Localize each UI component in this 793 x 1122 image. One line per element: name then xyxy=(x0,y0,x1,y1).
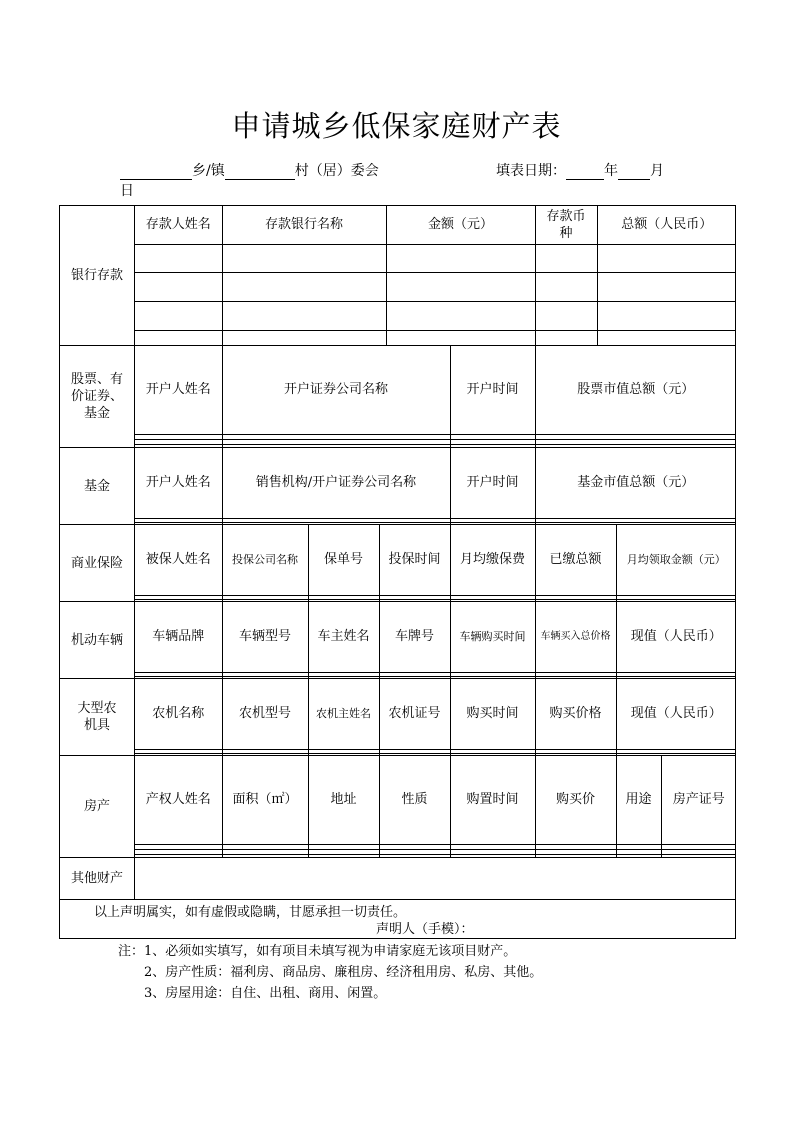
village-blank[interactable] xyxy=(225,164,295,180)
other-property-cell[interactable] xyxy=(135,858,736,900)
bank-header-total: 总额（人民币） xyxy=(597,206,736,244)
machinery-header-cert-no: 农机证号 xyxy=(379,679,450,749)
table-cell[interactable] xyxy=(597,331,736,345)
note-item: 注：1、必须如实填写，如有项目未填写视为申请家庭无该项目财产。 xyxy=(118,944,517,959)
table-cell[interactable] xyxy=(386,244,535,273)
day-line xyxy=(120,180,134,200)
vehicle-header-owner: 车主姓名 xyxy=(308,602,379,672)
house-header-cert-no: 房产证号 xyxy=(661,756,736,844)
section-machinery xyxy=(60,679,736,756)
fund-grid xyxy=(135,448,736,524)
table-cell[interactable] xyxy=(222,273,386,302)
fund-header-open-date: 开户时间 xyxy=(450,448,535,518)
table-cell[interactable] xyxy=(597,302,736,331)
section-label-other: 其他财产 xyxy=(60,858,135,900)
note-item: 2、房产性质：福利房、商品房、廉租房、经济租用房、私房、其他。 xyxy=(144,965,543,980)
machinery-grid xyxy=(135,679,736,755)
insurance-header-company: 投保公司名称 xyxy=(222,525,308,595)
vehicle-grid xyxy=(135,602,736,678)
section-label-stocks: 股票、有价证券、基金 xyxy=(60,346,135,448)
table-cell[interactable] xyxy=(135,273,222,302)
vehicle-header-brand: 车辆品牌 xyxy=(135,602,222,672)
table-cell[interactable] xyxy=(597,273,736,302)
fund-header-agency: 销售机构/开户证券公司名称 xyxy=(222,448,450,518)
machinery-header-name: 农机名称 xyxy=(135,679,222,749)
house-grid xyxy=(135,756,736,857)
day-label: 日 xyxy=(120,183,134,199)
bank-header-depositor: 存款人姓名 xyxy=(135,206,222,244)
declaration-cell xyxy=(60,900,736,939)
section-fund xyxy=(60,448,736,525)
section-label-bank: 银行存款 xyxy=(60,206,135,346)
section-label-insurance: 商业保险 xyxy=(60,525,135,602)
township-blank[interactable] xyxy=(120,164,192,180)
table-cell[interactable] xyxy=(386,331,535,345)
table-cell[interactable] xyxy=(135,302,222,331)
fill-date-line xyxy=(496,160,664,180)
table-cell[interactable] xyxy=(535,244,597,273)
machinery-header-purchase-date: 购买时间 xyxy=(450,679,535,749)
fund-header-market-value: 基金市值总额（元） xyxy=(535,448,736,518)
section-other xyxy=(60,858,736,900)
insurance-header-date: 投保时间 xyxy=(379,525,450,595)
bank-header-bank-name: 存款银行名称 xyxy=(222,206,386,244)
house-header-owner: 产权人姓名 xyxy=(135,756,222,844)
vehicle-header-purchase-date: 车辆购买时间 xyxy=(450,602,535,672)
table-cell[interactable] xyxy=(222,302,386,331)
machinery-header-current-value: 现值（人民币） xyxy=(616,679,736,749)
house-header-usage: 用途 xyxy=(616,756,661,844)
insurance-header-paid-total: 已缴总额 xyxy=(535,525,616,595)
year-label: 年 xyxy=(604,163,618,179)
insurance-header-monthly-benefit: 月均领取金额（元） xyxy=(616,525,736,595)
section-label-fund: 基金 xyxy=(60,448,135,525)
machinery-header-model: 农机型号 xyxy=(222,679,308,749)
house-header-area: 面积（㎡） xyxy=(222,756,308,844)
table-cell[interactable] xyxy=(222,244,386,273)
fill-date-label: 填表日期： xyxy=(496,163,566,179)
table-cell[interactable] xyxy=(135,331,222,345)
month-label: 月 xyxy=(650,163,664,179)
insurance-header-policy-no: 保单号 xyxy=(308,525,379,595)
table-cell[interactable] xyxy=(535,273,597,302)
declaration-signer[interactable]: 声明人（手模）： xyxy=(376,922,474,937)
section-vehicle xyxy=(60,602,736,679)
section-label-house: 房产 xyxy=(60,756,135,858)
township-suffix: 乡/镇 xyxy=(192,163,225,179)
insurance-grid xyxy=(135,525,736,601)
table-cell[interactable] xyxy=(535,331,597,345)
stocks-header-broker: 开户证券公司名称 xyxy=(222,346,450,434)
fund-header-holder: 开户人姓名 xyxy=(135,448,222,518)
month-blank[interactable] xyxy=(618,164,650,180)
house-header-purchase-price: 购买价 xyxy=(535,756,616,844)
machinery-header-purchase-price: 购买价格 xyxy=(535,679,616,749)
bank-header-amount: 金额（元） xyxy=(386,206,535,244)
property-form-table xyxy=(59,205,736,939)
vehicle-header-purchase-price: 车辆买入总价格 xyxy=(535,602,616,672)
stocks-header-open-date: 开户时间 xyxy=(450,346,535,434)
table-cell[interactable] xyxy=(535,302,597,331)
house-header-purchase-date: 购置时间 xyxy=(450,756,535,844)
section-house xyxy=(60,756,736,858)
insurance-header-monthly-premium: 月均缴保费 xyxy=(450,525,535,595)
notes-block xyxy=(118,941,542,1004)
table-cell[interactable] xyxy=(386,302,535,331)
location-line xyxy=(120,160,379,180)
section-bank xyxy=(60,206,736,346)
declaration-row xyxy=(60,900,736,939)
machinery-header-owner: 农机主姓名 xyxy=(308,679,379,749)
village-suffix: 村（居）委会 xyxy=(294,163,379,179)
vehicle-header-model: 车辆型号 xyxy=(222,602,308,672)
house-header-address: 地址 xyxy=(308,756,379,844)
table-cell[interactable] xyxy=(597,244,736,273)
section-stocks xyxy=(60,346,736,448)
section-label-vehicle: 机动车辆 xyxy=(60,602,135,679)
note-item: 3、房屋用途：自住、出租、商用、闲置。 xyxy=(144,986,387,1001)
section-label-machinery: 大型农机具 xyxy=(60,679,135,756)
table-cell[interactable] xyxy=(135,244,222,273)
stocks-header-market-value: 股票市值总额（元） xyxy=(535,346,736,434)
stocks-header-holder: 开户人姓名 xyxy=(135,346,222,434)
section-insurance xyxy=(60,525,736,602)
table-cell[interactable] xyxy=(386,273,535,302)
stocks-grid xyxy=(135,346,736,447)
vehicle-header-plate: 车牌号 xyxy=(379,602,450,672)
house-header-nature: 性质 xyxy=(379,756,450,844)
table-cell[interactable] xyxy=(222,331,386,345)
year-blank[interactable] xyxy=(566,164,604,180)
bank-header-currency: 存款币种 xyxy=(535,206,597,244)
page-title: 申请城乡低保家庭财产表 xyxy=(231,109,562,143)
declaration-text: 以上声明属实，如有虚假或隐瞒，甘愿承担一切责任。 xyxy=(94,905,407,920)
vehicle-header-current-value: 现值（人民币） xyxy=(616,602,736,672)
bank-grid xyxy=(135,206,736,345)
insurance-header-insured: 被保人姓名 xyxy=(135,525,222,595)
